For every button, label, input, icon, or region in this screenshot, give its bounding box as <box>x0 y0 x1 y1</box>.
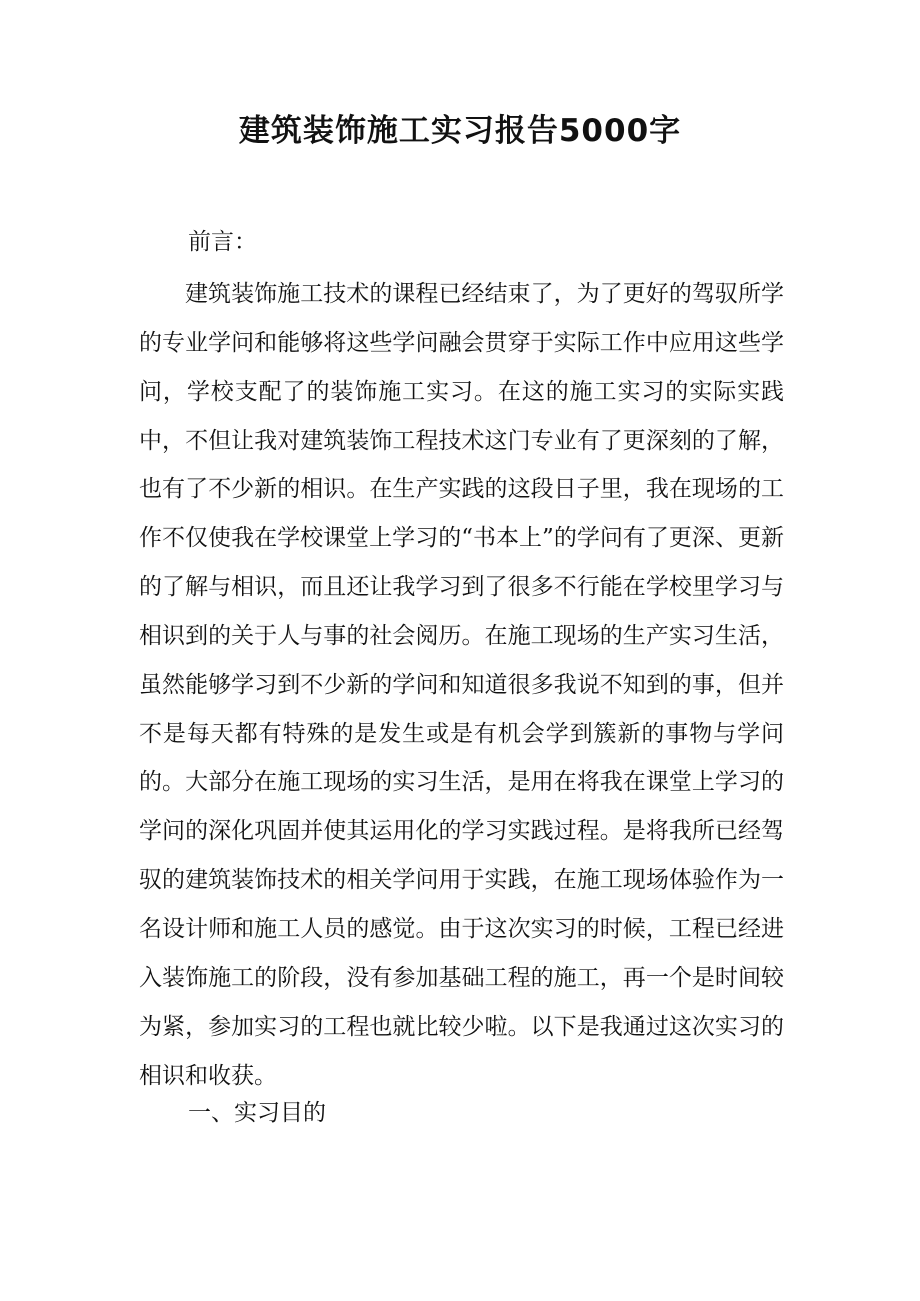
intro-paragraph: 建筑装饰施工技术的课程已经结束了，为了更好的驾驭所学的专业学问和能够将这些学问融会贯穿于实际工作中应用这些学问，学校支配了的装饰施工实习。在这的施工实习的实际实践中，不但让我对建筑装饰工程技术这门专业有了更深刻的了解，也有了不少新的相识。在生产实践的这段日子里，我在现场的工作不仅使我在学校课堂上学习的“书本上”的学问有了更深、更新的了解与相识，而且还让我学习到了很多不行能在学校里学习与相识到的关于人与事的社会阅历。在施工现场的生产实习生活，虽然能够学习到不少新的学问和知道很多我说不知到的事，但并不是每天都有特殊的是发生或是有机会学到簇新的事物与学问的。大部分在施工现场的实习生活，是用在将我在课堂上学习的学问的深化巩固并使其运用化的学习实践过程。是将我所已经驾驭的建筑装饰技术的相关学问用于实践，在施工现场体验作为一名设计师和施工人员的感觉。由于这次实习的时候，工程已经进入装饰施工的阶段，没有参加基础工程的施工，再一个是时间较为紧，参加实习的工程也就比较少啦。以下是我通过这次实习的相识和收获。 <box>139 281 784 1089</box>
section-heading: 一、实习目的 <box>188 1100 326 1126</box>
preface-label: 前言： <box>188 229 257 255</box>
document-title: 建筑装饰施工实习报告5000字 <box>238 113 682 149</box>
